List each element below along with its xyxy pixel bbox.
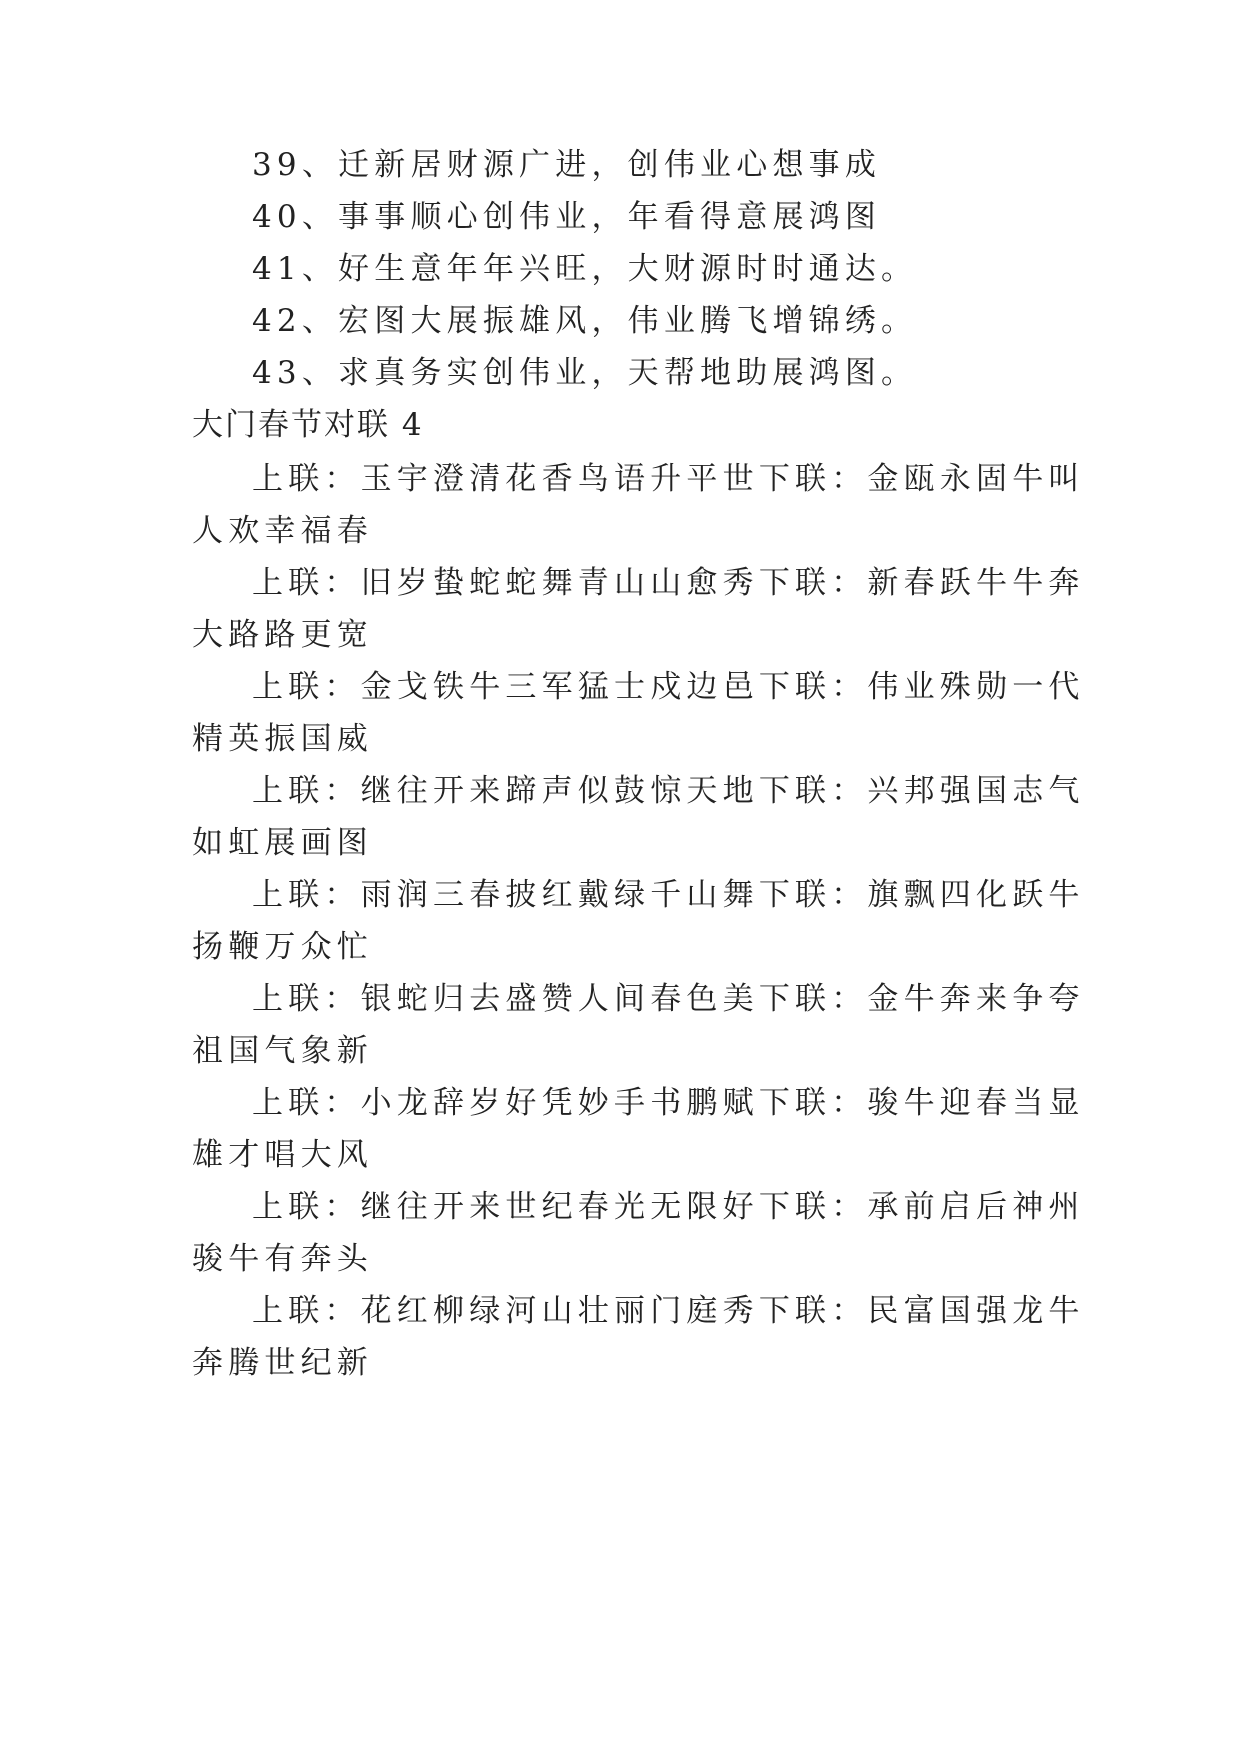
upper-couplet: 上联：雨润三春披红戴绿千山舞 [252,877,759,913]
lower-couplet-end: 如虹展画图 [192,825,373,861]
upper-couplet: 上联：银蛇归去盛赞人间春色美 [252,981,759,1017]
lower-couplet-start: 下联：金瓯永固牛叫 [758,461,1085,497]
list-item: 40、事事顺心创伟业，年看得意展鸿图 [252,199,882,235]
upper-couplet: 上联：旧岁蛰蛇蛇舞青山山愈秀 [252,565,759,601]
lower-couplet-start: 下联：旗飘四化跃牛 [758,877,1085,913]
upper-couplet: 上联：金戈铁牛三军猛士戍边邑 [252,669,759,705]
list-item: 42、宏图大展振雄风，伟业腾飞增锦绣。 [252,303,918,339]
upper-couplet: 上联：继往开来蹄声似鼓惊天地 [252,773,759,809]
upper-couplet: 上联：继往开来世纪春光无限好 [252,1189,759,1225]
section-heading: 大门春节对联 4 [192,407,424,443]
lower-couplet-end: 祖国气象新 [192,1033,373,1069]
lower-couplet-end: 骏牛有奔头 [192,1241,373,1277]
lower-couplet-start: 下联：伟业殊勋一代 [758,669,1085,705]
lower-couplet-start: 下联：民富国强龙牛 [758,1293,1085,1329]
lower-couplet-start: 下联：兴邦强国志气 [758,773,1085,809]
lower-couplet-start: 下联：金牛奔来争夸 [758,981,1085,1017]
list-item: 39、迁新居财源广进，创伟业心想事成 [252,147,882,183]
lower-couplet-end: 奔腾世纪新 [192,1345,373,1381]
upper-couplet: 上联：花红柳绿河山壮丽门庭秀 [252,1293,759,1329]
list-item: 43、求真务实创伟业，天帮地助展鸿图。 [252,355,918,391]
lower-couplet-end: 雄才唱大风 [192,1137,373,1173]
upper-couplet: 上联：玉宇澄清花香鸟语升平世 [252,461,759,497]
lower-couplet-end: 扬鞭万众忙 [192,929,373,965]
lower-couplet-start: 下联：新春跃牛牛奔 [758,565,1085,601]
list-item: 41、好生意年年兴旺，大财源时时通达。 [252,251,918,287]
upper-couplet: 上联：小龙辞岁好凭妙手书鹏赋 [252,1085,759,1121]
lower-couplet-end: 大路路更宽 [192,617,373,653]
lower-couplet-end: 人欢幸福春 [192,513,373,549]
lower-couplet-start: 下联：承前启后神州 [758,1189,1085,1225]
lower-couplet-end: 精英振国威 [192,721,373,757]
lower-couplet-start: 下联：骏牛迎春当显 [758,1085,1085,1121]
